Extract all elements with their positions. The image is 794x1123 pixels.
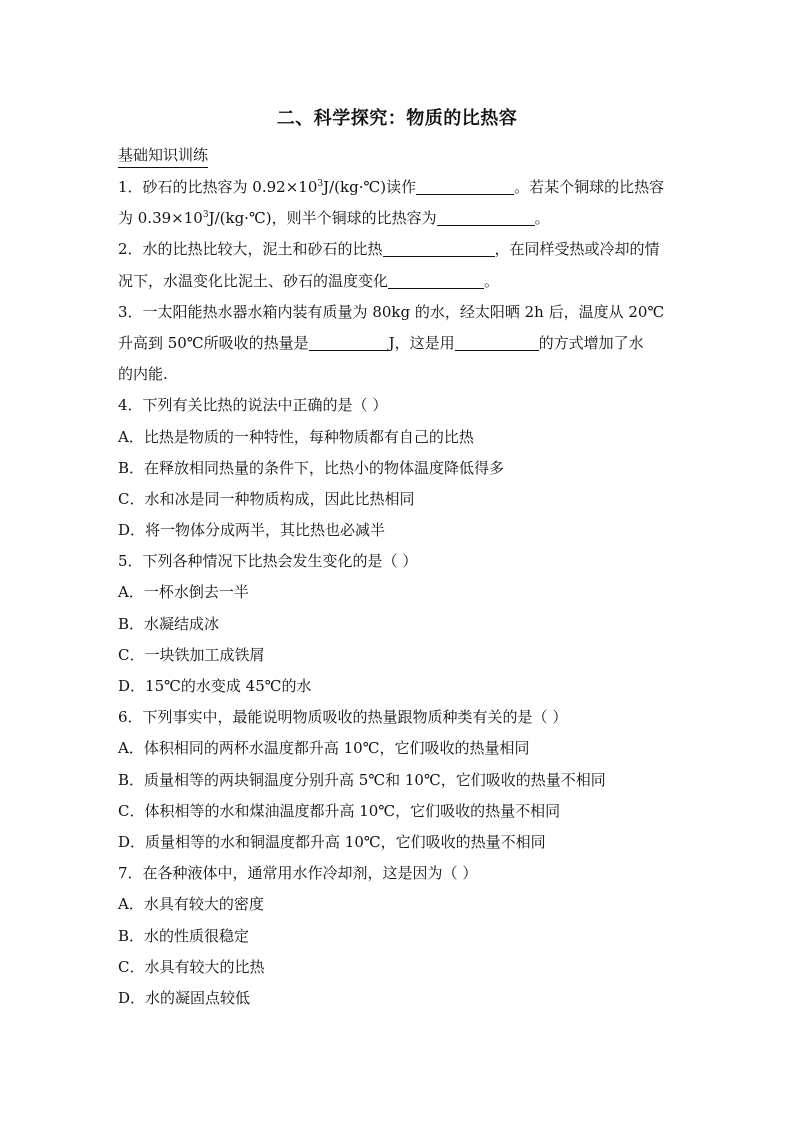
q1-text-f: 。: [534, 209, 550, 228]
q2-text-c: 况下，水温变化比泥土、砂石的温度变化: [118, 271, 389, 290]
question-5-stem: 5．下列各种情况下比热会发生变化的是（ ）: [118, 552, 418, 571]
question-1-line-1: [118, 172, 678, 203]
q1-blank-1[interactable]: [416, 175, 514, 195]
question-4-option-c[interactable]: C．水和冰是同一种物质构成，因此比热相同: [118, 489, 415, 508]
q1-text-b: J/(kg·℃)读作: [323, 178, 417, 196]
q1-exponent-1: 3: [317, 179, 324, 189]
q2-blank-1[interactable]: [383, 237, 495, 257]
q1-text-c: 。若某个铜球的比热容: [514, 178, 665, 196]
question-4-option-d[interactable]: D．将一物体分成两半，其比热也必减半: [118, 521, 386, 540]
section-heading: 基础知识训练: [118, 144, 208, 168]
page-title: 二、科学探究：物质的比热容: [276, 108, 518, 129]
q3-text-d: 的方式增加了水: [538, 333, 644, 352]
q3-text-b: 升高到 50℃所吸收的热量是: [118, 333, 309, 352]
question-5-option-c[interactable]: C．一块铁加工成铁屑: [118, 645, 265, 664]
question-7-option-b[interactable]: B．水的性质很稳定: [118, 926, 250, 945]
question-6-option-c[interactable]: C．体积相等的水和煤油温度都升高 10℃，它们吸收的热量不相同: [118, 801, 561, 820]
question-4-option-a[interactable]: A．比热是物质的一种特性，每种物质都有自己的比热: [118, 427, 474, 446]
q3-blank-1[interactable]: [309, 331, 389, 351]
question-6-stem: 6．下列事实中，最能说明物质吸收的热量跟物质种类有关的是（ ）: [118, 708, 568, 727]
question-list: [118, 172, 678, 1014]
question-4-option-b[interactable]: B．在释放相同热量的条件下，比热小的物体温度降低得多: [118, 458, 505, 477]
question-4-stem: 4．下列有关比热的说法中正确的是（ ）: [118, 396, 388, 415]
question-3-line-3: 的内能.: [118, 365, 168, 384]
question-1-line-2: [118, 203, 678, 234]
question-7-stem: 7．在各种液体中，通常用水作冷却剂，这是因为（ ）: [118, 864, 478, 883]
q2-text-b: ，在同样受热或冷却的情: [494, 240, 660, 259]
question-3-line-2: [118, 328, 678, 359]
q3-text-c: J，这是用: [388, 333, 455, 352]
q3-blank-2[interactable]: [455, 331, 539, 351]
question-5-option-a[interactable]: A．一杯水倒去一半: [118, 583, 249, 602]
q1-text-d: 为 0.39×10: [118, 209, 203, 228]
question-7-option-d[interactable]: D．水的凝固点较低: [118, 988, 251, 1007]
q2-blank-2[interactable]: [388, 269, 484, 289]
question-6-option-d[interactable]: D．质量相等的水和铜温度都升高 10℃，它们吸收的热量不相同: [118, 832, 546, 851]
q2-text-a: 2．水的比热比较大，泥土和砂石的比热: [118, 240, 383, 259]
question-5-option-b[interactable]: B．水凝结成冰: [118, 614, 220, 633]
question-2-line-2: [118, 266, 678, 297]
q1-text-a: 1．砂石的比热容为 0.92×10: [118, 178, 318, 196]
question-7-option-c[interactable]: C．水具有较大的比热: [118, 957, 265, 976]
q1-blank-2[interactable]: [437, 206, 535, 226]
question-5-option-d[interactable]: D．15℃的水变成 45℃的水: [118, 677, 312, 695]
q2-text-d: 。: [484, 271, 500, 290]
q1-text-e: J/(kg·℃)，则半个铜球的比热容为: [208, 209, 437, 228]
question-2-line-1: [118, 234, 678, 265]
question-7-option-a[interactable]: A．水具有较大的密度: [118, 895, 264, 914]
q1-exponent-2: 3: [202, 210, 209, 221]
question-6-option-a[interactable]: A．体积相同的两杯水温度都升高 10℃，它们吸收的热量相同: [118, 739, 530, 758]
question-6-option-b[interactable]: B．质量相等的两块铜温度分别升高 5℃和 10℃，它们吸收的热量不相同: [118, 770, 606, 789]
question-3-line-1: 3．一太阳能热水器水箱内装有质量为 80kg 的水，经太阳晒 2h 后，温度从 20℃: [118, 302, 665, 321]
